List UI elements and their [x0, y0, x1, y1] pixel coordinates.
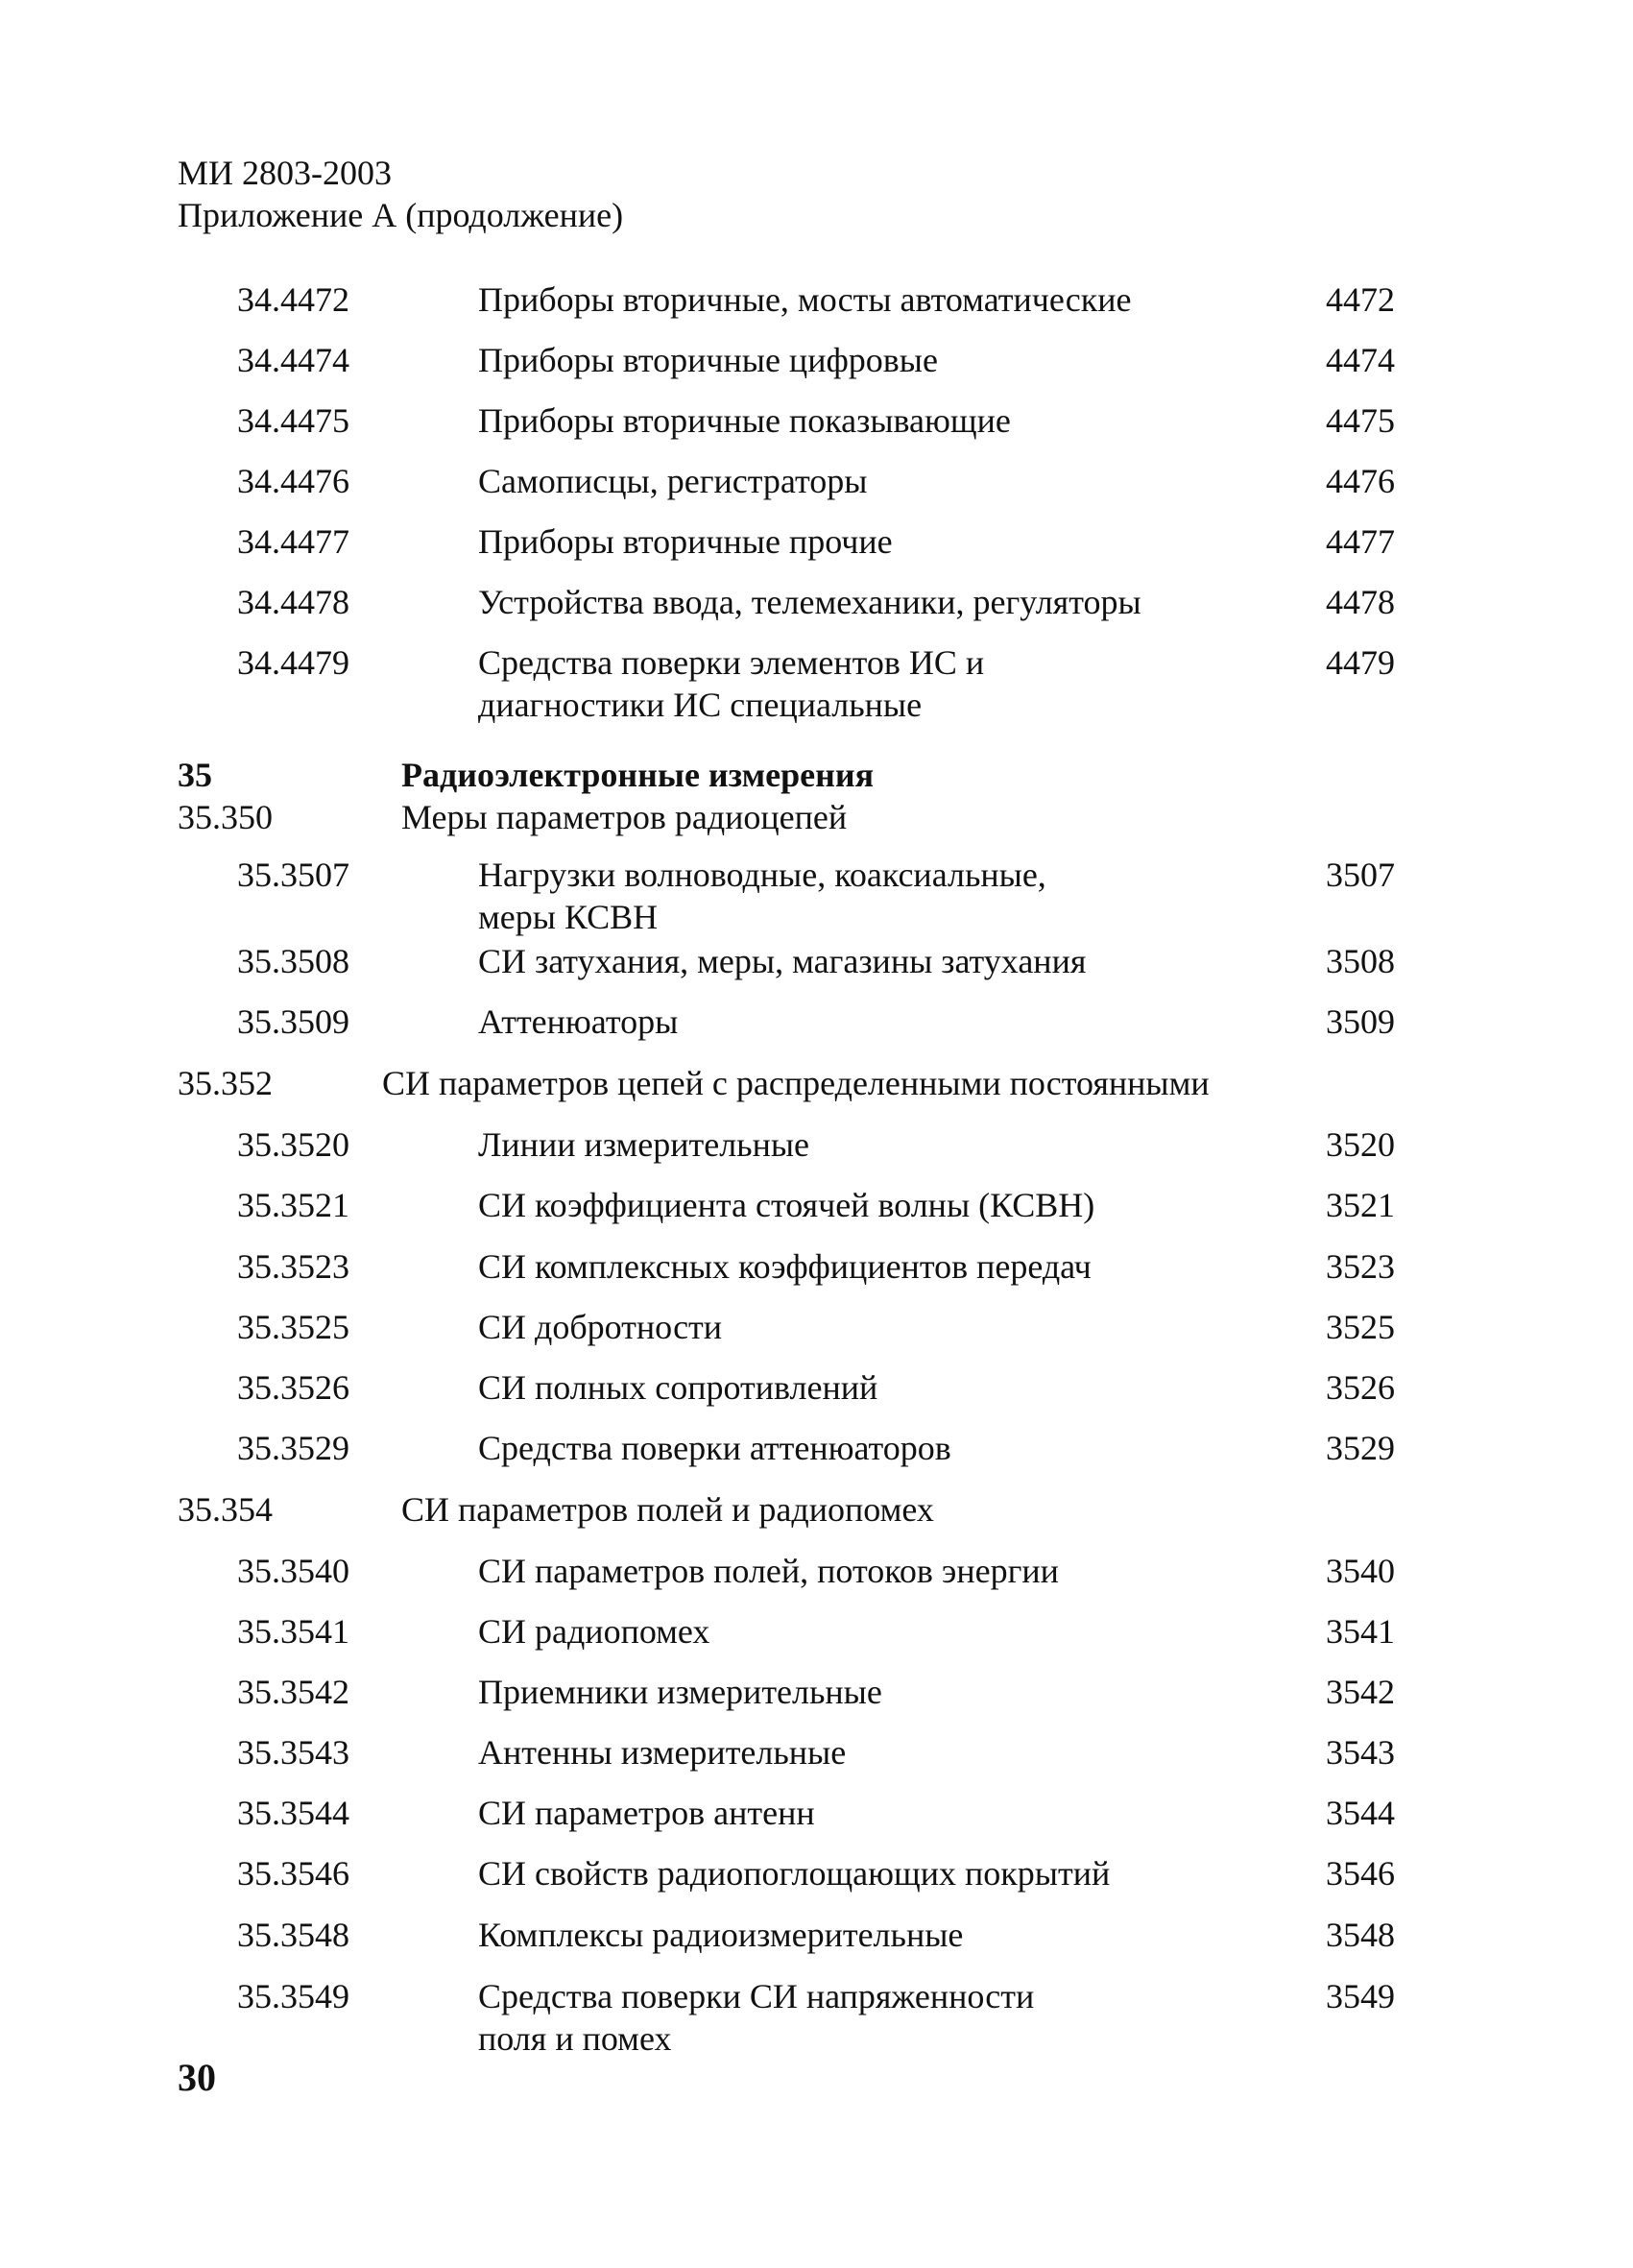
row-number: 3508: [1326, 942, 1395, 980]
row-code: 35.3542: [237, 1673, 349, 1711]
row-description: СИ затухания, меры, магазины затухания: [478, 942, 1087, 980]
row-description: СИ добротности: [478, 1308, 723, 1346]
row-description: Приборы вторичные прочие: [478, 522, 893, 561]
row-code: 35.3544: [237, 1794, 349, 1832]
row-number: 4477: [1326, 522, 1395, 561]
row-code: 34.4472: [237, 280, 349, 319]
row-number: 3548: [1326, 1916, 1395, 1954]
appendix-title: Приложение А (продолжение): [178, 196, 624, 234]
row-code: 35.3523: [237, 1247, 349, 1286]
row-number: 3521: [1326, 1186, 1395, 1224]
row-number: 4476: [1326, 462, 1395, 500]
row-description: Комплексы радиоизмерительные: [478, 1916, 964, 1954]
row-code: 35.3526: [237, 1368, 349, 1407]
row-number: 3507: [1326, 856, 1395, 894]
row-description: СИ радиопомех: [478, 1612, 710, 1651]
row-description: Линии измерительные: [478, 1125, 810, 1164]
row-code: 34.4476: [237, 462, 349, 500]
row-description: Средства поверки аттенюаторов: [478, 1429, 951, 1467]
section-title: Радиоэлектронные измерения: [401, 756, 875, 794]
row-description: Приборы вторичные цифровые: [478, 341, 938, 379]
row-description: Нагрузки волноводные, коаксиальные, меры КСВН: [478, 856, 1046, 936]
row-number: 4475: [1326, 401, 1395, 440]
row-description: СИ свойств радиопоглощающих покрытий: [478, 1854, 1111, 1893]
row-description: СИ коэффициента стоячей волны (КСВН): [478, 1186, 1095, 1224]
row-description: Приемники измерительные: [478, 1673, 882, 1711]
row-number: 3525: [1326, 1308, 1395, 1346]
page-number: 30: [178, 2056, 216, 2099]
row-code: 35.3525: [237, 1308, 349, 1346]
row-code: 35.3543: [237, 1733, 349, 1772]
row-number: 3542: [1326, 1673, 1395, 1711]
row-description: Антенны измерительные: [478, 1733, 847, 1772]
row-number: 3549: [1326, 1977, 1395, 2015]
row-code: 34.4474: [237, 341, 349, 379]
group-code: 35.350: [178, 798, 273, 836]
row-number: 3544: [1326, 1794, 1395, 1832]
row-number: 4479: [1326, 643, 1395, 682]
row-code: 35.3548: [237, 1916, 349, 1954]
document-id: МИ 2803-2003: [178, 154, 392, 192]
row-code: 35.3509: [237, 1002, 349, 1041]
row-number: 3523: [1326, 1247, 1395, 1286]
section-code: 35: [178, 756, 212, 794]
row-number: 3540: [1326, 1552, 1395, 1590]
row-code: 35.3507: [237, 856, 349, 894]
row-number: 3541: [1326, 1612, 1395, 1651]
row-code: 35.3541: [237, 1612, 349, 1651]
row-description: Средства поверки элементов ИС и диагностики ИС специальные: [478, 643, 985, 724]
row-description: СИ параметров антенн: [478, 1794, 815, 1832]
row-code: 35.3521: [237, 1186, 349, 1224]
group-title: СИ параметров цепей с распределенными постоянными: [382, 1064, 1210, 1102]
row-code: 34.4477: [237, 522, 349, 561]
row-number: 3509: [1326, 1002, 1395, 1041]
row-code: 34.4478: [237, 583, 349, 621]
row-description: Аттенюаторы: [478, 1002, 679, 1041]
row-description: СИ параметров полей, потоков энергии: [478, 1552, 1059, 1590]
row-number: 3526: [1326, 1368, 1395, 1407]
row-description: Приборы вторичные, мосты автоматические: [478, 280, 1132, 319]
row-number: 3520: [1326, 1125, 1395, 1164]
row-description: СИ полных сопротивлений: [478, 1368, 878, 1407]
row-description: СИ комплексных коэффициентов передач: [478, 1247, 1092, 1286]
row-description: Устройства ввода, телемеханики, регуляторы: [478, 583, 1141, 621]
row-code: 35.3508: [237, 942, 349, 980]
group-title: СИ параметров полей и радиопомех: [401, 1490, 934, 1529]
group-title: Меры параметров радиоцепей: [401, 798, 848, 836]
row-description: Самописцы, регистраторы: [478, 462, 868, 500]
row-code: 35.3520: [237, 1125, 349, 1164]
row-code: 35.3540: [237, 1552, 349, 1590]
group-code: 35.354: [178, 1490, 273, 1529]
row-description: Средства поверки СИ напряженности поля и помех: [478, 1977, 1035, 2058]
row-number: 3529: [1326, 1429, 1395, 1467]
row-code: 35.3549: [237, 1977, 349, 2015]
row-code: 35.3546: [237, 1854, 349, 1893]
row-number: 4472: [1326, 280, 1395, 319]
row-code: 34.4475: [237, 401, 349, 440]
row-code: 34.4479: [237, 643, 349, 682]
row-number: 4474: [1326, 341, 1395, 379]
row-description: Приборы вторичные показывающие: [478, 401, 1011, 440]
row-number: 3543: [1326, 1733, 1395, 1772]
group-code: 35.352: [178, 1064, 273, 1102]
row-number: 3546: [1326, 1854, 1395, 1893]
row-number: 4478: [1326, 583, 1395, 621]
row-code: 35.3529: [237, 1429, 349, 1467]
